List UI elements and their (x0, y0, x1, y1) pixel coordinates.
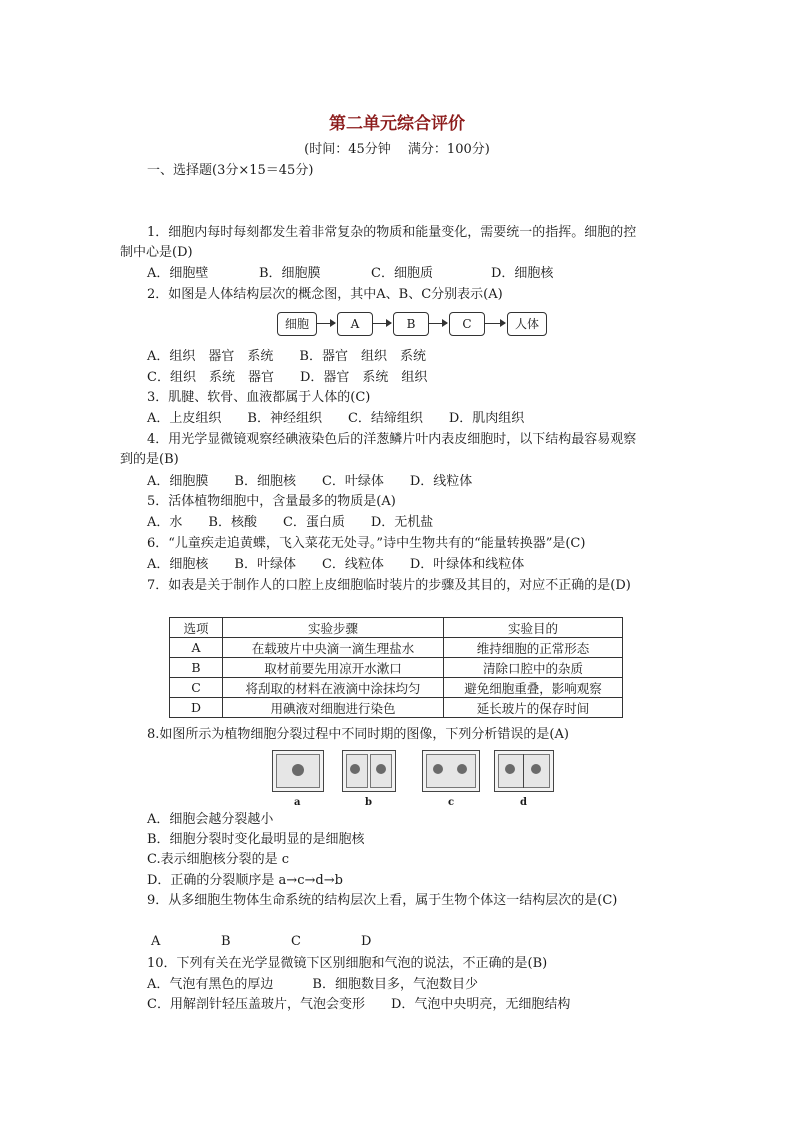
nucleus (505, 764, 515, 774)
concept-flow-diagram (277, 312, 547, 338)
nucleus (350, 764, 360, 774)
table-cell: B (170, 658, 223, 678)
q1-option-a: A．细胞壁 (147, 266, 209, 281)
q10-stem: 10．下列有关在光学显微镜下区别细胞和气泡的说法，不正确的是(B) (147, 956, 548, 971)
q9-option-d: D (361, 934, 372, 949)
flow-arrow (485, 323, 505, 324)
flow-box-b: B (393, 312, 429, 336)
table-cell: C (170, 678, 223, 698)
q4-stem-cont: 到的是(B) (120, 452, 179, 467)
q1-stem-cont: 制中心是(D) (120, 245, 193, 260)
cell-image-a (272, 750, 324, 792)
nucleus (292, 764, 304, 776)
table-cell: 用碘液对细胞进行染色 (223, 698, 444, 718)
q3-options: A．上皮组织 B．神经组织 C．结缔组织 D．肌肉组织 (147, 411, 525, 426)
table-row (170, 678, 623, 698)
figure-label-a: a (294, 797, 301, 808)
nucleus (376, 764, 386, 774)
q9-option-a: A (151, 934, 161, 949)
flow-arrow (373, 323, 391, 324)
exam-info: (时间：45分钟 满分：100分) (304, 142, 490, 157)
flow-box-a: A (337, 312, 373, 336)
q6-stem: 6．“儿童疾走追黄蝶，飞入菜花无处寻。”诗中生物共有的“能量转换器”是(C) (147, 536, 586, 551)
q2-options-2: C．组织 系统 器官 D．器官 系统 组织 (147, 370, 428, 385)
table-cell: 在载玻片中央滴一滴生理盐水 (223, 638, 444, 658)
table-cell: A (170, 638, 223, 658)
table-cell: 延长玻片的保存时间 (444, 698, 623, 718)
table-cell: D (170, 698, 223, 718)
table-header: 选项 (170, 618, 223, 638)
q8-option-a: A．细胞会越分裂越小 (147, 812, 274, 827)
q9-option-c: C (291, 934, 301, 949)
experiment-table (169, 617, 623, 718)
q5-options: A．水 B．核酸 C．蛋白质 D．无机盐 (147, 515, 434, 530)
q1-stem: 1．细胞内每时每刻都发生着非常复杂的物质和能量变化，需要统一的指挥。细胞的控 (147, 225, 637, 240)
figure-label-c: c (448, 797, 455, 808)
cell-division-figure (268, 750, 558, 810)
q10-options-2: C．用解剖针轻压盖玻片，气泡会变形 D．气泡中央明亮，无细胞结构 (147, 997, 571, 1012)
table-cell: 清除口腔中的杂质 (444, 658, 623, 678)
q9-stem: 9．从多细胞生物体生命系统的结构层次上看，属于生物个体这一结构层次的是(C) (147, 893, 618, 908)
table-cell: 避免细胞重叠，影响观察 (444, 678, 623, 698)
q8-stem: 8.如图所示为植物细胞分裂过程中不同时期的图像，下列分析错误的是(A) (147, 727, 569, 742)
flow-box-c: C (449, 312, 485, 336)
table-cell: 将刮取的材料在液滴中涂抹均匀 (223, 678, 444, 698)
q4-options: A．细胞膜 B．细胞核 C．叶绿体 D．线粒体 (147, 474, 473, 489)
q7-stem: 7．如表是关于制作人的口腔上皮细胞临时装片的步骤及其目的，对应不正确的是(D) (147, 578, 631, 593)
table-row (170, 698, 623, 718)
q8-option-d: D．正确的分裂顺序是 a→c→d→b (147, 873, 343, 888)
q1-option-d: D．细胞核 (491, 266, 554, 281)
q8-option-c: C.表示细胞核分裂的是 c (147, 852, 290, 867)
q5-stem: 5．活体植物细胞中，含量最多的物质是(A) (147, 494, 396, 509)
q4-stem: 4．用光学显微镜观察经碘液染色后的洋葱鳞片叶内表皮细胞时，以下结构最容易观察 (147, 432, 637, 447)
cell-image-d (494, 750, 554, 792)
page-title: 第二单元综合评价 (329, 114, 465, 134)
flow-box-cell: 细胞 (277, 312, 317, 336)
nucleus (531, 764, 541, 774)
q1-option-b: B．细胞膜 (259, 266, 321, 281)
q2-stem: 2．如图是人体结构层次的概念图，其中A、B、C分别表示(A) (147, 287, 503, 302)
table-header: 实验目的 (444, 618, 623, 638)
q1-option-c: C．细胞质 (371, 266, 433, 281)
table-header: 实验步骤 (223, 618, 444, 638)
table-row (170, 638, 623, 658)
q6-options: A．细胞核 B．叶绿体 C．线粒体 D．叶绿体和线粒体 (147, 557, 525, 572)
q1-options (147, 266, 553, 282)
q3-stem: 3．肌腱、软骨、血液都属于人体的(C) (147, 390, 371, 405)
q10-options-1: A．气泡有黑色的厚边 B．细胞数目多，气泡数目少 (147, 977, 478, 992)
flow-arrow (429, 323, 447, 324)
q9-option-b: B (221, 934, 231, 949)
q9-options (151, 934, 371, 950)
q2-options-1: A．组织 器官 系统 B．器官 组织 系统 (147, 349, 426, 364)
flow-arrow (317, 323, 335, 324)
cell-image-c (422, 750, 480, 792)
table-cell: 取材前要先用凉开水漱口 (223, 658, 444, 678)
table-header-row (170, 618, 623, 638)
table-cell: 维持细胞的正常形态 (444, 638, 623, 658)
section-heading: 一、选择题(3分×15＝45分) (147, 163, 314, 178)
table-row (170, 658, 623, 678)
flow-box-body: 人体 (507, 312, 547, 336)
nucleus (457, 764, 467, 774)
figure-label-d: d (520, 797, 527, 808)
figure-label-b: b (365, 797, 372, 808)
cell-image-b (342, 750, 396, 792)
q8-option-b: B．细胞分裂时变化最明显的是细胞核 (147, 832, 365, 847)
nucleus (433, 764, 443, 774)
